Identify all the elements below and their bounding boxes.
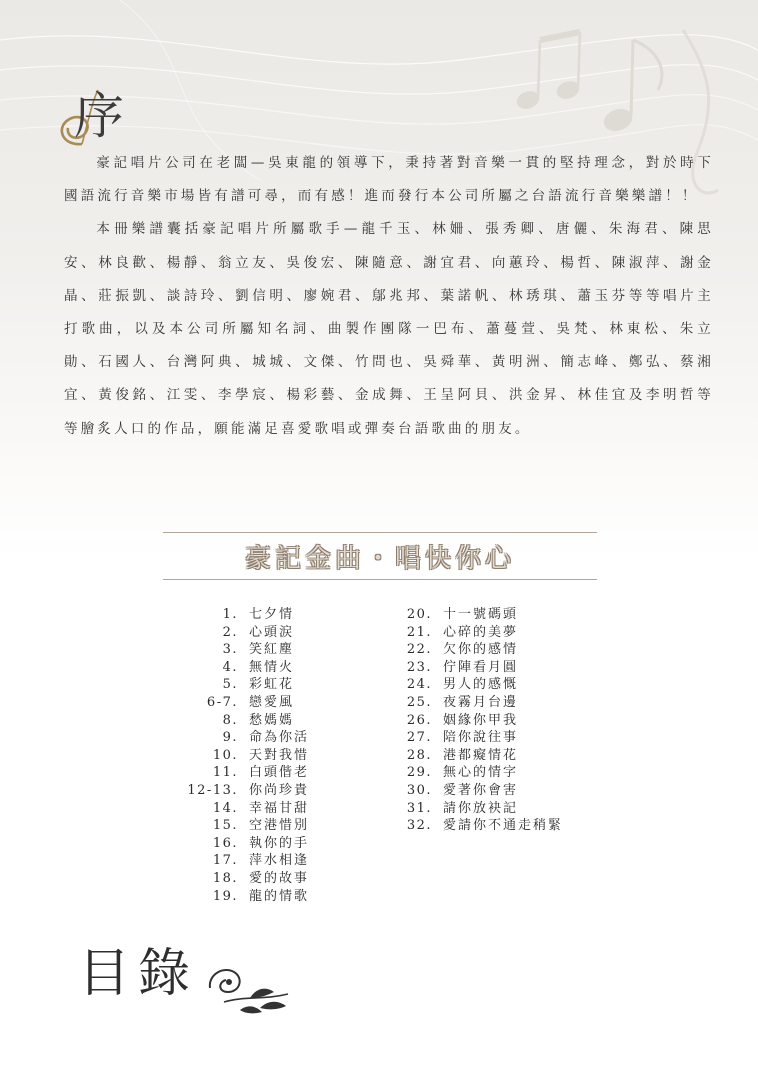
toc-left-column xyxy=(180,606,309,905)
toc-entry-title: 心頭涙 xyxy=(249,624,295,640)
toc-entry-number: 32. xyxy=(406,818,432,834)
toc-entry xyxy=(180,835,309,853)
preface-paragraph: 豪記唱片公司在老闆—吳東龍的領導下，秉持著對音樂一貫的堅持理念，對於時下國語流行音樂市場皆有譜可尋，而有感！進而發行本公司所屬之台語流行音樂樂譜！！ xyxy=(64,155,714,205)
toc-entry xyxy=(180,659,309,677)
toc-entry-number: 2. xyxy=(222,624,238,640)
toc-entry-title: 天對我惜 xyxy=(249,747,310,763)
toc-entry-number: 24. xyxy=(406,677,432,693)
toc-entry-title: 萍水相逢 xyxy=(249,853,310,869)
toc-entry-title: 陪你說往事 xyxy=(443,730,519,746)
toc-entry-title: 戀愛風 xyxy=(249,694,295,710)
toc-entry-title: 愛請你不通走稍緊 xyxy=(443,818,564,834)
toc-entry-number: 5. xyxy=(222,677,238,693)
toc-entry-title: 龍的情歌 xyxy=(249,888,310,904)
toc-entry xyxy=(370,624,563,642)
toc-entry xyxy=(370,747,563,765)
toc-entry-title: 請你放袂記 xyxy=(443,800,519,816)
toc-entry-title: 港都癡情花 xyxy=(443,747,519,763)
toc-entry-number: 9. xyxy=(222,730,238,746)
toc-entry-number: 21. xyxy=(406,624,432,640)
toc-entry-title: 無情火 xyxy=(249,659,295,675)
toc-entry-title: 欠你的感情 xyxy=(443,642,519,658)
toc-entry xyxy=(370,676,563,694)
toc-heading xyxy=(78,938,298,1018)
toc-entry-number: 28. xyxy=(406,747,432,763)
toc-entry xyxy=(180,729,309,747)
toc-entry-title: 笑紅塵 xyxy=(249,642,295,658)
preface-heading xyxy=(52,82,172,152)
toc-entry-title: 姻緣你甲我 xyxy=(443,712,519,728)
toc-entry-number: 6-7. xyxy=(206,694,238,710)
toc-entry xyxy=(370,764,563,782)
toc-entry xyxy=(180,817,309,835)
toc-entry xyxy=(180,870,309,888)
toc-entry xyxy=(370,817,563,835)
toc-entry xyxy=(370,729,563,747)
toc-entry-number: 11. xyxy=(212,765,238,781)
toc-entry-number: 25. xyxy=(406,694,432,710)
toc-entry-number: 18. xyxy=(212,870,238,886)
toc-entry-title: 白頭偕老 xyxy=(249,765,310,781)
toc-entry xyxy=(180,712,309,730)
toc-entry-number: 1. xyxy=(222,607,238,622)
toc-entry-number: 29. xyxy=(406,765,432,781)
toc-entry-number: 23. xyxy=(406,659,432,675)
toc-entry-number: 4. xyxy=(222,659,238,675)
toc-entry-number: 10. xyxy=(212,747,238,763)
preface-body xyxy=(64,147,714,446)
toc-entry-title: 無心的情字 xyxy=(443,765,519,781)
toc-entry-title: 空港惜別 xyxy=(249,818,310,834)
toc-entry xyxy=(370,606,563,624)
toc-entry-number: 12-13. xyxy=(187,782,238,798)
toc-entry-number: 30. xyxy=(406,782,432,798)
toc-entry-title: 執你的手 xyxy=(249,835,310,851)
toc-entry-title: 愛著你會害 xyxy=(443,782,519,798)
toc-entry-title: 愛的故事 xyxy=(249,870,310,886)
toc-entry xyxy=(370,659,563,677)
toc-entry xyxy=(180,694,309,712)
toc-entry xyxy=(180,764,309,782)
toc-entry xyxy=(180,888,309,906)
toc-entry xyxy=(180,624,309,642)
toc-entry-number: 15. xyxy=(212,818,238,834)
banner-title: 豪記金曲・唱快你心 xyxy=(244,544,515,574)
toc-entry xyxy=(180,852,309,870)
toc-entry-number: 31. xyxy=(406,800,432,816)
toc-heading-text: 目錄 xyxy=(78,944,199,1004)
toc-entry-number: 14. xyxy=(212,800,238,816)
preface-heading-text: 序 xyxy=(74,87,124,145)
preface-paragraph: 本冊樂譜囊括豪記唱片所屬歌手—龍千玉、林姍、張秀卿、唐儷、朱海君、陳思安、林良歡、楊靜、翁立友、吳俊宏、陳隨意、謝宜君、向蕙玲、楊哲、陳淑萍、謝金晶、莊振凱、談詩玲、劉信明、廖婉君、鄔兆邦、葉諾帆、林琇琪、蕭玉芬等等唱片主打歌曲，以及本公司所屬知名詞、曲製作團隊一巴布、蕭蔓萱、吳梵、林東松、朱立勛、石國人、台灣阿典、城城、文傑、竹問也、吳舜華、黃明洲、簡志峰、鄭弘、蔡湘宜、黃俊銘、江雯、李學宸、楊彩藝、金成舞、王呈阿貝、洪金昇、林佳宜及李明哲等等膾炙人口的作品，願能滿足喜愛歌唱或彈奏台語歌曲的朋友。 xyxy=(64,221,714,437)
toc-entry-title: 七夕情 xyxy=(249,607,295,622)
toc-entry xyxy=(180,676,309,694)
toc-entry-title: 彩虹花 xyxy=(249,677,295,693)
toc-entry xyxy=(180,606,309,624)
toc-entry xyxy=(180,782,309,800)
toc-entry-number: 3. xyxy=(222,642,238,658)
toc-entry-title: 幸福甘甜 xyxy=(249,800,310,816)
toc-entry xyxy=(370,712,563,730)
toc-entry-number: 20. xyxy=(406,607,432,622)
toc-entry-title: 佇陣看月圓 xyxy=(443,659,519,675)
toc-entry-title: 心碎的美夢 xyxy=(443,624,519,640)
toc-right-column xyxy=(370,606,563,835)
toc-entry xyxy=(370,782,563,800)
toc-entry-number: 16. xyxy=(212,835,238,851)
toc-entry xyxy=(180,747,309,765)
toc-entry-number: 26. xyxy=(406,712,432,728)
toc-entry xyxy=(370,641,563,659)
toc-entry-number: 8. xyxy=(222,712,238,728)
toc-entry xyxy=(180,641,309,659)
toc-entry-title: 愁媽媽 xyxy=(249,712,295,728)
toc-entry-title: 命為你活 xyxy=(249,730,310,746)
toc-entry-title: 十一號碼頭 xyxy=(443,607,519,622)
toc-entry-number: 27. xyxy=(406,730,432,746)
toc-entry xyxy=(370,800,563,818)
toc-entry xyxy=(370,694,563,712)
toc-entry-title: 男人的感慨 xyxy=(443,677,519,693)
toc-entry xyxy=(180,800,309,818)
collection-banner xyxy=(163,532,597,580)
toc-entry-number: 19. xyxy=(212,888,238,904)
toc-entry-number: 22. xyxy=(406,642,432,658)
toc-entry-number: 17. xyxy=(212,853,238,869)
toc-entry-title: 你尚珍貴 xyxy=(249,782,310,798)
toc-entry-title: 夜霧月台邊 xyxy=(443,694,519,710)
floral-ornament-icon xyxy=(204,952,294,1022)
